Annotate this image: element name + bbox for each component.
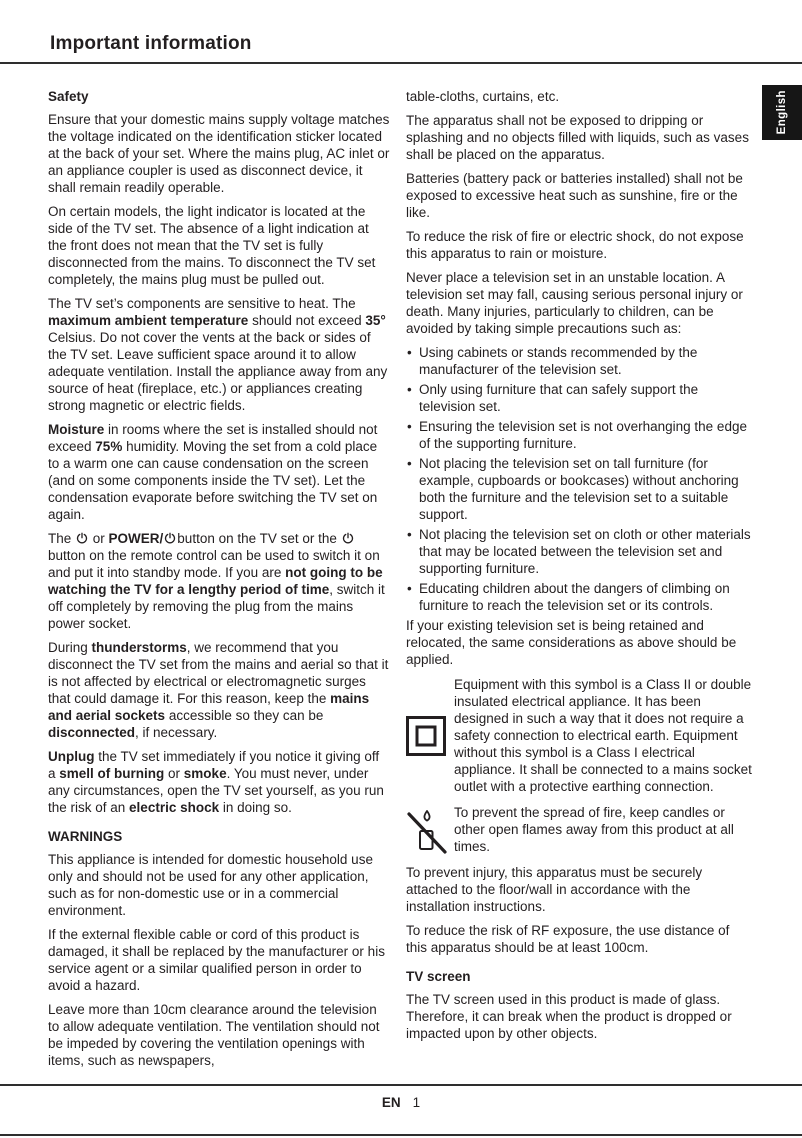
no-open-flames-note [406,804,754,855]
footer-divider-bottom [0,1134,802,1136]
list-item: • Only using furniture that can safely support the television set. [406,381,754,415]
left-column [48,88,390,1076]
paragraph-moisture: Moisture in rooms where the set is installed should not exceed 75% humidity. Moving the set from a cold place to a warm one can cause condensation on the screen (and on some components inside the TV set). Let the condensation evaporate before switching the TV set on again. [48,422,378,522]
paragraph-fire-shock: To reduce the risk of fire or electric shock, do not expose this apparatus to rain or moisture. [406,229,744,261]
paragraph-unstable-location: Never place a television set in an unstable location. A television set may fall, causing serious personal injury or death. Many injuries, particularly to children, can be avoided by taking simple precautions such as: [406,270,743,336]
power-icon [163,532,177,544]
page-footer [0,1095,802,1110]
tv-screen-heading: TV screen [406,969,471,984]
class-ii-double-insulation-icon [406,716,454,756]
warnings-heading: WARNINGS [48,829,123,844]
paragraph-power-button: The or POWER/ button on the TV set or the button on the remote control can be used to switch it on and put it into standby mode. If you are not going to be watching the TV for a lengthy period of time, switch it off completely by removing the plug from the mains power socket. [48,531,385,631]
paragraph-clearance: Leave more than 10cm clearance around the television to allow adequate ventilation. The ventilation should not be impeded by covering the ventilation openings with items, such as newspapers, [48,1002,380,1068]
footer-divider-top [0,1084,802,1086]
list-item: • Not placing the television set on tall furniture (for example, cupboards or bookcases) without anchoring both the furniture and the television set to a suitable support. [406,455,754,523]
list-item: • Using cabinets or stands recommended by the manufacturer of the television set. [406,344,754,378]
paragraph-rf-exposure: To reduce the risk of RF exposure, the use distance of this apparatus should be at least 100cm. [406,923,730,955]
list-item: • Not placing the television set on cloth or other materials that may be located between the television set and supporting furniture. [406,526,754,577]
safety-heading: Safety [48,89,89,104]
paragraph-voltage: Ensure that your domestic mains supply voltage matches the voltage indicated on the identification sticker located at the back of your set. Where the mains plug, AC inlet or an appliance coupler is used as disconnect device, it shall remain readily operable. [48,112,390,195]
paragraph-dripping: The apparatus shall not be exposed to dripping or splashing and no objects filled with liquids, such as vases shall be placed on the apparatus. [406,113,749,162]
page-title: Important information [50,33,252,54]
list-item: • Educating children about the dangers of climbing on furniture to reach the television set or its controls. [406,580,754,614]
paragraph-domestic-use: This appliance is intended for domestic household use only and should not be used for any other application, such as for non-domestic use or in a commercial environment. [48,852,373,918]
no-open-flames-icon [406,805,454,855]
paragraph-class-ii: Equipment with this symbol is a Class II or double insulated electrical appliance. It has been designed in such a way that it does not require a safety connection to electrical earth. Equipment without this symbol is a Class I electrical appliance. It shall be connected to a mains socket outlet with a protective earthing connection. [454,677,752,794]
right-column [406,88,754,1076]
paragraph-heat: The TV set’s components are sensitive to heat. The maximum ambient temperature should not exceed 35° Celsius. Do not cover the vents at the back or sides of the TV set. Leave sufficient space around it to allow adequate ventilation. Install the appliance away from any source of heat (fireplace, etc.) or appliances creating strong magnetic or electric fields. [48,296,388,413]
footer-language-code: EN [381,1095,401,1110]
paragraph-glass-screen: The TV screen used in this product is made of glass. Therefore, it can break when the product is dropped or impacted upon by other objects. [406,992,732,1041]
paragraph-flexible-cable: If the external flexible cable or cord of this product is damaged, it shall be replaced by the manufacturer or his service agent or a similar qualified person in order to avoid a hazard. [48,927,385,993]
paragraph-batteries: Batteries (battery pack or batteries installed) shall not be exposed to excessive heat such as sunshine, fire or the like. [406,171,743,220]
content-columns [48,88,754,1076]
class-ii-note [406,676,754,795]
paragraph-candles: To prevent the spread of fire, keep candles or other open flames away from this product at all times. [454,805,734,854]
paragraph-retained-relocated: If your existing television set is being retained and relocated, the same considerations as above should be applied. [406,618,737,667]
list-item: • Ensuring the television set is not overhanging the edge of the supporting furniture. [406,418,754,452]
paragraph-tablecloths: table-cloths, curtains, etc. [406,89,560,104]
power-icon [341,532,355,544]
paragraph-light-indicator: On certain models, the light indicator is located at the side of the TV set. The absence of a light indication at the front does not mean that the TV set is fully disconnected from the mains. To disconnect the TV set completely, the mains plug must be pulled out. [48,204,376,287]
paragraph-floor-wall: To prevent injury, this apparatus must be securely attached to the floor/wall in accordance with the installation instructions. [406,865,703,914]
paragraph-thunderstorms: During thunderstorms, we recommend that you disconnect the TV set from the mains and aerial so that it is not affected by electrical or electromagnetic surges that could damage it. For this reason, keep the mains and aerial sockets accessible so they can be disconnected, if necessary. [48,640,389,740]
header-divider [0,62,802,64]
precaution-list [406,344,754,614]
language-tab [762,85,802,140]
paragraph-unplug: Unplug the TV set immediately if you notice it giving off a smell of burning or smoke. You must never, under any circumstances, open the TV set yourself, as you run the risk of an electric shock in doing so. [48,749,384,815]
footer-page-number: 1 [412,1095,421,1110]
language-tab-label: English [776,90,788,135]
power-icon [75,532,89,544]
